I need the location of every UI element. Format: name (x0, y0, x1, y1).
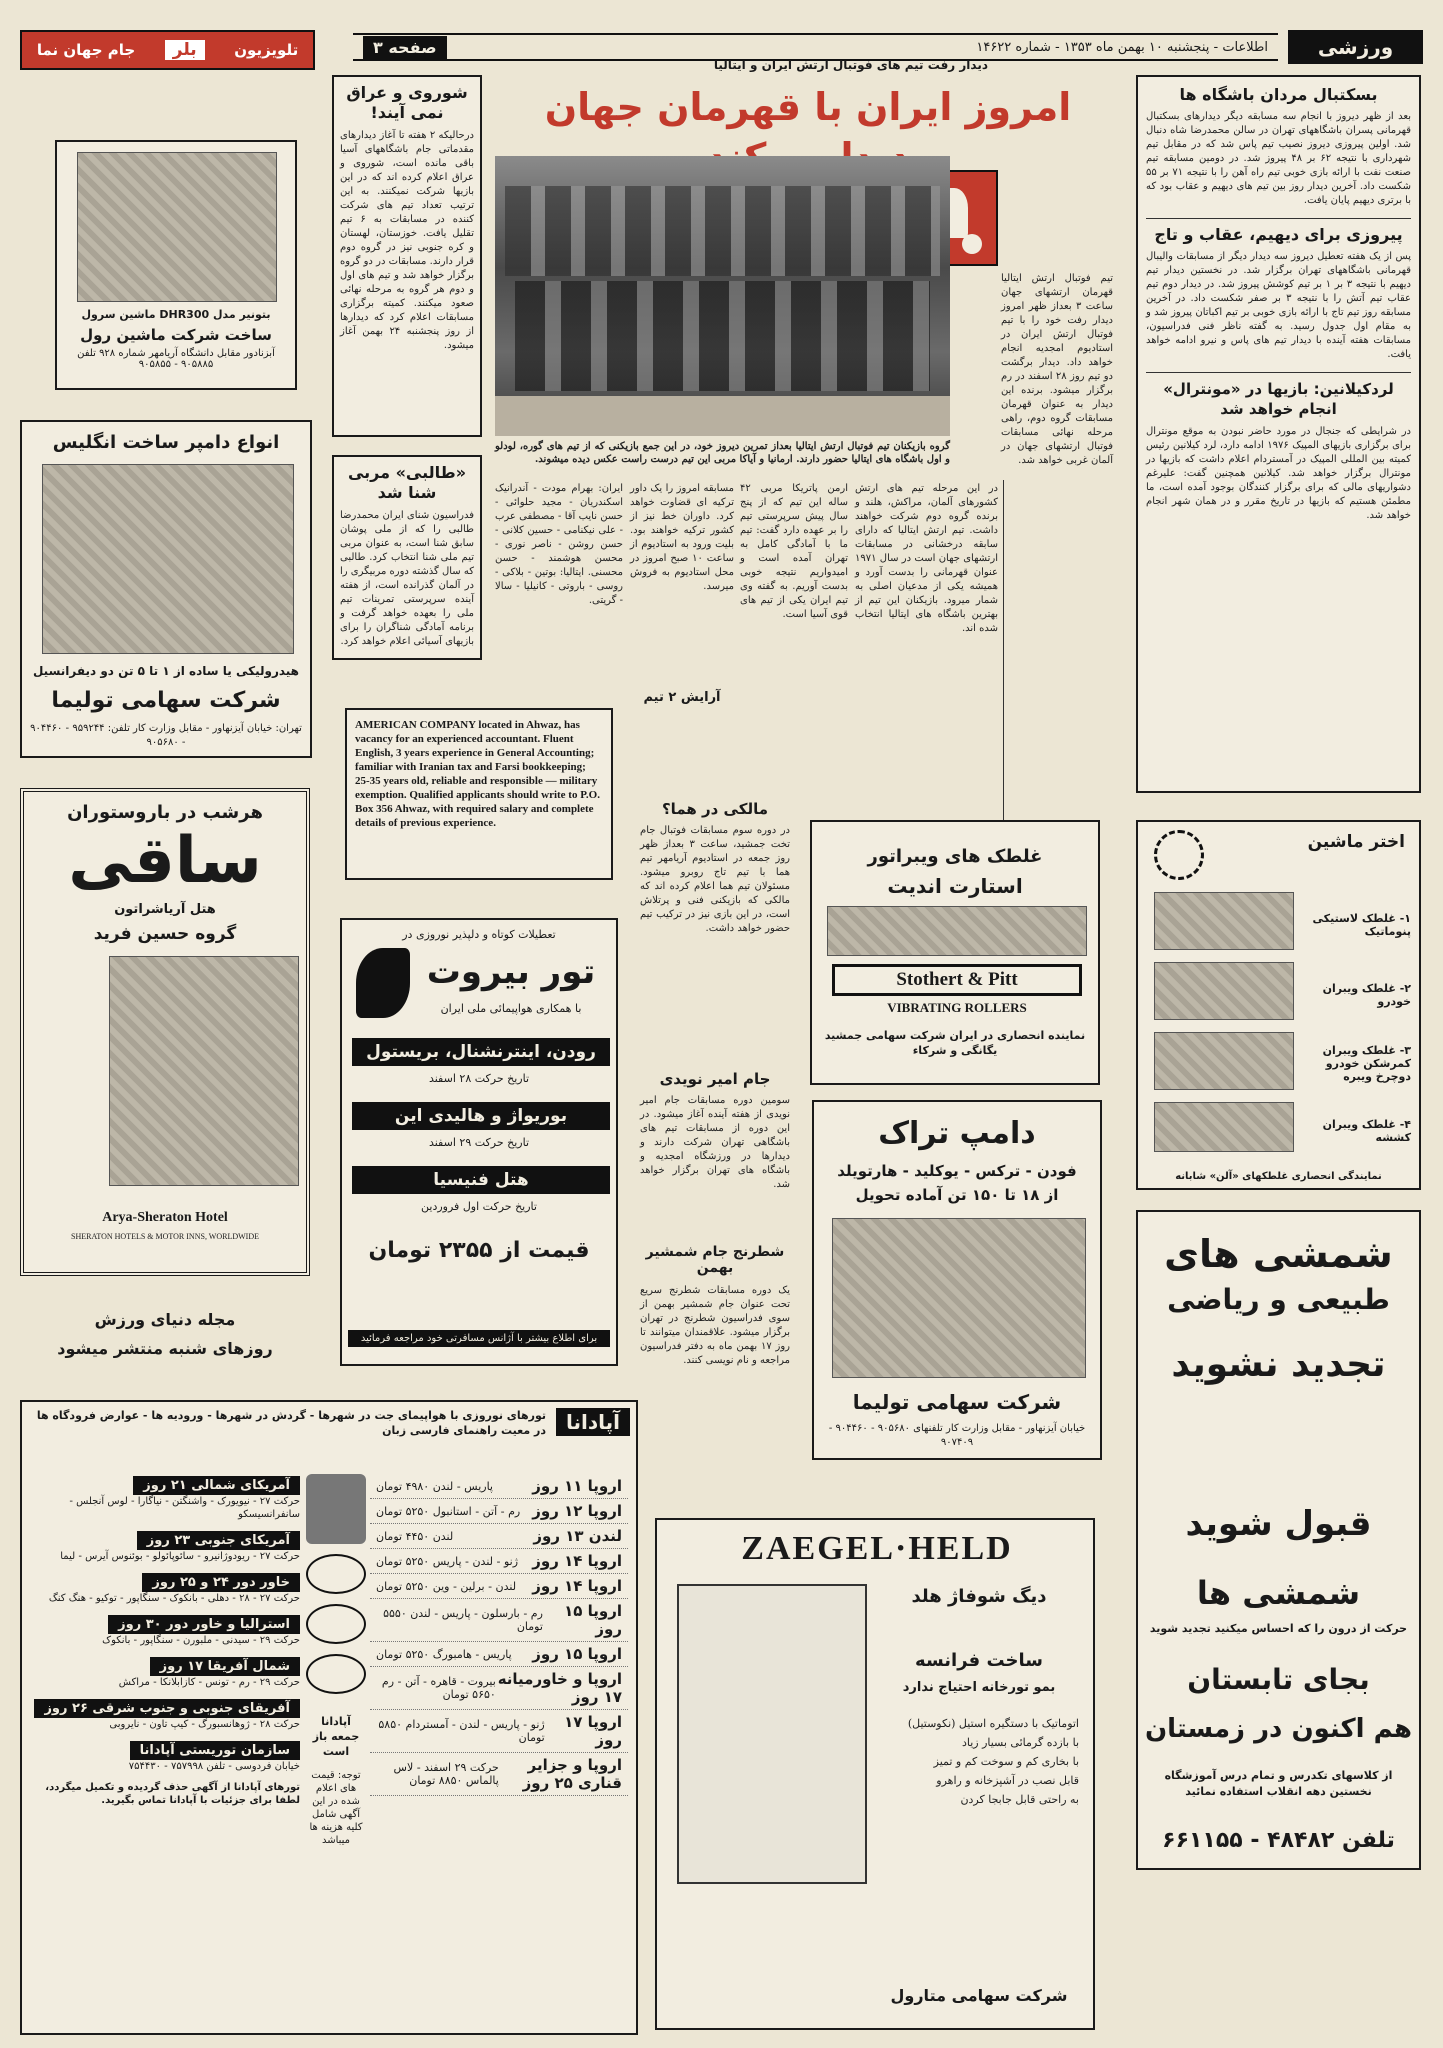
page-number: صفحه ۳ (363, 36, 447, 59)
apadana-right-text: پاریس - لندن ۴۹۸۰ تومان (376, 1479, 493, 1493)
roller-1-image (1154, 892, 1294, 950)
american-company-ad (345, 708, 613, 880)
apadana-left-title: آمریکای شمالی ۲۱ روز (133, 1476, 300, 1495)
dump-truck-image (832, 1218, 1086, 1378)
zaegel-brand: ZAEGEL·HELD (741, 1530, 1013, 1567)
shemshi-ad (1136, 1210, 1421, 1870)
lead-headline: امروز ایران با قهرمان جهان (544, 85, 1072, 129)
tali-title: «طالبی» مربی شنا شد (347, 463, 467, 502)
roller-3-image (1154, 1032, 1294, 1090)
zaegel-point-2: با بازده گرمائی بسیار زیاد (961, 1736, 1079, 1749)
basketball-body: بعد از ظهر دیروز با انجام سه مسابقه دیگر دیدارهای بسکتبال قهرمانی پسران باشگاههای تهران در سالن محمدرضا شاه دنبال شد. اولین پیروزی دیروز نصیب تیم پاس شد که در مقابل تیم شهرداری با نتیجه ۶۲ بر ۴۸ پیروز شد. در دومین مسابقه تیم صنعت نفت با ارائه بازی خوبی تیم راه آهن را با نتیجه ۷۱ بر ۵۵ شکست داد. آخرین دیدار روز بین تیم های دیهیم و عقاب بود که با برتری دیهیم پایان یافت. (1146, 111, 1411, 206)
saghi-top: هرشب در باروستوران (67, 802, 263, 823)
section-label: ورزشی (1317, 35, 1394, 59)
apadana-right-item (370, 1642, 628, 1667)
apadana-right-item (370, 1667, 628, 1710)
shemshi-7: بجای تابستان (1187, 1663, 1370, 1696)
basketball-title: بسکتبال مردان باشگاه ها (1179, 85, 1378, 104)
mixer-model: بتونیر مدل DHR300 ماشین سرول (81, 308, 271, 321)
apadana-right-title: لندن ۱۳ روز (533, 1527, 622, 1545)
apadana-right-title: اروپا ۱۵ روز (532, 1645, 622, 1663)
iata-logo-icon (306, 1554, 366, 1594)
apadana-left-text: خیابان فردوسی - تلفن ۷۵۷۹۹۸ - ۷۵۴۴۳۰ (128, 1761, 300, 1772)
killanin-body: در شرایطی که جنجال در مورد حاضر نبودن به موقع مونترال برای برگزاری بازیهای المپیک ۱۹۷۶ ادامه دارد، لرد کیلانین رئیس کمیته بین المللی المپیک در آمستردام اعلام داشت که بازیها در مونترال برگزار خواهد شد. کیلانین همچنین گفت: علیرغم دشواریهای مالی که برای برگزار کنندگان بوجود آمده است، ما مطمئن هستیم که بازیها در تاریخ مقرر و در همان شهر انجام خواهد شد. (1146, 426, 1412, 521)
akhtar-title: اختر ماشین (1307, 832, 1405, 852)
apadana-right-item (370, 1710, 628, 1753)
zaegel-company: شرکت سهامی متارول (890, 1986, 1068, 2005)
apadana-right-item (370, 1524, 628, 1549)
apadana-right-item (370, 1549, 628, 1574)
apadana-right-title: اروپا ۱۲ روز (532, 1502, 622, 1520)
apadana-right-title: اروپا و جزایر قناری ۲۵ روز (522, 1756, 622, 1792)
apadana-left-text: حرکت ۲۸ - ژوهانسبورگ - کیپ تاون - نایروبی (109, 1719, 300, 1730)
mixer-maker: ساخت شرکت ماشین رول (80, 326, 272, 344)
akhtar-foot: نمایندگی انحصاری غلطکهای «آلن» شابانه (1175, 1171, 1382, 1182)
apadana-title: آپادانا (556, 1408, 630, 1436)
ground (495, 396, 950, 436)
divider (1003, 480, 1004, 840)
gear-logo-icon (1154, 830, 1204, 880)
apadana-left-item (30, 1613, 300, 1647)
tv-brand: بلر (165, 40, 205, 60)
lead-col-c2: ایران: بهرام مودت - آندرانیک اسکندریان - مجید حلوائی - حسن نایب آقا - مصطفی عرب - علی نیکنامی - حسین کلانی - حسن روشن - ناصر نوری - محسن هوشمند - حسن محسنی. ایتالیا: بوتین - بلاکی - روسی - باروتی - کانیلیا - سالا - گریتی. (495, 483, 623, 606)
tour-brand: تور بیروت (426, 952, 596, 992)
zaegel-point-1: اتوماتیک با دستگیره استیل (نکوستیل) (907, 1717, 1079, 1730)
stothert-title: غلطک های ویبراتور (867, 846, 1043, 867)
apadana-left-title: شمال آفریقا ۱۷ روز (150, 1657, 300, 1676)
apadana-right-text: رم - بارسلون - پاریس - لندن ۵۵۵۰ تومان (383, 1607, 543, 1633)
roller-4-image (1154, 1102, 1294, 1152)
team-front-row (515, 281, 930, 391)
asta-logo-icon (306, 1604, 366, 1644)
apadana-side2: توجه: قیمت های اعلام شده در این آگهی شامل کلیه هزینه ها میباشد (309, 1770, 363, 1846)
magazine-ad (20, 1300, 310, 1380)
photo-caption: گروه بازیکنان تیم فوتبال ارتش ایتالیا بعداز تمرین دیروز خود، در این جمع بازیکنی که از تیم های گوره، لودلو و اول باشگاه های ایتالیا حضور دارند. ارمانیا و آیاکا مربی این تیم درست راست عکس دیده میشوند. (495, 441, 950, 465)
zaegel-ad (655, 1518, 1095, 2030)
apadana-left-text: حرکت ۲۹ - سیدنی - ملبورن - سنگاپور - بانکوک (102, 1635, 300, 1646)
apadana-right-title: اروپا و خاورمیانه ۱۷ روز (497, 1670, 622, 1706)
right-articles-box (1136, 75, 1421, 793)
apadana-left-text: حرکت ۲۷ - ریودوژانیرو - سائوپائولو - بوئنوس آیرس - لیما (60, 1551, 300, 1562)
akhtar-item-1: ۱- غلطک لاستیکی پنوماتیک (1312, 912, 1411, 938)
shemshi-4: قبول شوید (1185, 1504, 1372, 1544)
apadana-right-title: اروپا ۱۴ روز (532, 1552, 622, 1570)
lead-col-b: ارمن پاتریکا مربی ۴۲ ساله این تیم که از پنج سال پیش سرپرستی تیم را بر عهده دارد گفت: تیم ما با آمادگی کامل به تهران آمده است و امیدواریم نتیجه خوبی بدست آوریم. به گفته وی تیم ایران یکی از تیم های قوی آسیا است. (740, 483, 848, 620)
shemshi-9: از کلاسهای تکدرس و تمام درس آموزشگاه نخستین دهه انقلاب استفاده نمائید (1164, 1769, 1393, 1798)
tour-r2-date: تاریخ حرکت ۲۹ اسفند (428, 1136, 530, 1149)
masthead-info-bar (353, 33, 1278, 61)
dumper-title: انواع دامپر ساخت انگلیس (52, 432, 280, 453)
tour-top: تعطیلات کوتاه و دلپذیر نوروزی در (402, 928, 556, 941)
truck-address: خیابان آیزنهاور - مقابل وزارت کار تلفنهای ۹۰۵۶۸۰ - ۹۰۴۴۶۰ - ۹۰۷۴۰۹ (828, 1423, 1086, 1448)
apadana-left-item (30, 1739, 300, 1773)
section-label-box (1288, 30, 1423, 64)
tour-r3-name: هتل فنیسیا (433, 1170, 529, 1190)
apadana-right-title: اروپا ۱۵ روز (564, 1602, 622, 1638)
truck-sub: فودن - ترکس - یوکلید - هارتویلد (837, 1162, 1077, 1180)
apadana-right-item (370, 1753, 628, 1796)
lead-intro: تیم فوتبال ارتش ایتالیا قهرمان ارتشهای جهان ساعت ۳ بعداز ظهر امروز دیدار رفت خود را با تیم فوتبال ارتش ایران در استادیوم امجدیه انجام خواهد داد. دیدار برگشت دو تیم روز ۲۸ اسفند در رم برگزار میشود. برنده این دیدار به عنوان قهرمان مسابقات گروه دوم، راهی مرحله نهائی مسابقات فوتبال ارتشهای جهان در آلمان غربی خواهد شد. (1001, 273, 1114, 466)
apadana-logos (306, 1474, 366, 1847)
akhtar-item-3: ۳- غلطک ویبران کمرشکن خودرو دوچرخ ویبره (1322, 1044, 1411, 1083)
shemshi-8: هم اکنون در زمستان (1144, 1714, 1413, 1744)
saghi-foot2: SHERATON HOTELS & MOTOR INNS, WORLDWIDE (71, 1232, 259, 1241)
dumper-company: شرکت سهامی تولیما (51, 688, 281, 713)
saghi-hotel: هتل آریاشراتون (114, 902, 216, 917)
team-back-row (505, 186, 940, 276)
tour-r1 (352, 1038, 610, 1066)
apadana-left-title: سازمان توریستی آپادانا (130, 1741, 300, 1760)
tv-label: تلویزیون (234, 41, 299, 59)
apadana-right-item (370, 1499, 628, 1524)
dumper-ad (20, 420, 312, 758)
whose-body: در دوره سوم مسابقات فوتبال جام تخت جمشید، ساعت ۳ بعداز ظهر روز جمعه در استادیوم آریامهر تیم هما با تیم تاج روبرو میشود. مسئولان تیم هما اعلام کرده اند که مالکی که بازیکنی فنی و پرتلاش است، در این بازی نیز در ترکیب تیم حضور خواهد داشت. (640, 825, 790, 934)
apadana-left-text: حرکت ۲۹ - رم - تونس - کازابلانکا - مراکش (118, 1677, 300, 1688)
apadana-right-list (370, 1474, 628, 1796)
apadana-right-text: ژنو - لندن - پاریس ۵۲۵۰ تومان (376, 1554, 519, 1568)
zaegel-slogan: بمو تورخانه احتیاج ندارد (902, 1680, 1056, 1695)
concrete-mixer-image (77, 152, 277, 302)
soviet-title: شوروی و عراق نمی آیند! (346, 83, 468, 122)
lineup-title: آرایش ۲ تیم (643, 690, 721, 705)
dumper-address: تهران: خیابان آیزنهاور - مقابل وزارت کار تلفن: ۹۵۹۲۴۴ - ۹۰۴۴۶۰ - ۹۰۵۶۸۰ (30, 723, 302, 748)
shemshi-phone: تلفن ۴۸۴۸۲ - ۶۶۱۱۵۵ (1162, 1828, 1395, 1853)
tour-note: برای اطلاع بیشتر با آژانس مسافرتی خود مراجعه فرمائید (348, 1330, 610, 1347)
zaegel-fa: دیگ شوفاژ هلد (911, 1586, 1047, 1607)
stothert-ad (810, 820, 1100, 1085)
saghi-ad (20, 788, 310, 1276)
dumptruck-ad (812, 1100, 1102, 1460)
roller-image (827, 906, 1087, 956)
apadana-ad (20, 1400, 638, 2035)
apadana-left-title: آفریقای جنوبی و جنوب شرقی ۲۶ روز (34, 1699, 300, 1718)
lead-col-c: مسابقه امروز را یک داور ترکیه ای قضاوت خواهد کرد. داوران خط نیز از کشور ترکیه خواهند بود. بلیت ورود به استادیوم از ساعت ۱۰ صبح امروز در محل استادیوم به فروش میرسد. (630, 483, 735, 592)
stothert-brand2: VIBRATING ROLLERS (887, 1000, 1027, 1015)
truck-company: شرکت سهامی تولیما (852, 1390, 1062, 1414)
lead-col-a: در این مرحله تیم های ارتش کشورهای آلمان، مراکش، هلند و برنده گروه دوم شرکت خواهند داشت. تیم ارتش ایتالیا که دارای سابقه درخشانی در مسابقات ارتشهای جهان است در سال ۱۹۷۱ عنوان قهرمانی را بدست آورد و همیشه یکی از مدعیان اصلی به شمار میرود. بازیکنان این تیم از بهترین باشگاه های ایتالیا انتخاب شده اند. (855, 483, 998, 634)
akhtar-ad (1136, 820, 1421, 1190)
truck-title: دامپ تراک (878, 1116, 1036, 1151)
apadana-right-text: لندن ۴۴۵۰ تومان (376, 1529, 454, 1543)
magazine-sub: روزهای شنبه منتشر میشود (57, 1339, 273, 1358)
apadana-left-title: استرالیا و خاور دور ۳۰ روز (108, 1615, 300, 1634)
stothert-brand: Stothert & Pitt (832, 964, 1082, 996)
tali-body: فدراسیون شنای ایران محمدرضا طالبی را که از ملی پوشان سابق شنا است، به عنوان مربی تیم ملی شنا انتخاب کرد. طالبی که سال گذشته دوره مربیگری را در آلمان گذرانده است، از هفته آینده سرپرستی تمرینات تیم ملی را بعهده خواهد گرفت و برنامه آمادگی شناگران را برای بازیهای آسیائی اعلام خواهد کرد. (340, 510, 474, 647)
amir-title: جام امیر نویدی (659, 1070, 771, 1088)
american-text: AMERICAN COMPANY located in Ahwaz, has vacancy for an experienced accountant. Fluent English, 3 years experience in General Accounting; familiar with Iranian tax and Farsi bookkeeping; 25-35 years old, reliable and responsible — military exemption. Qualified applicants should write to P.O. Box 356 Ahwaz, with required salary and complete details of previous experience. (355, 719, 600, 829)
shemshi-1: شمشی های (1164, 1232, 1393, 1276)
chess-title: شطرنج جام شمشیر بهمن (645, 1244, 785, 1276)
saghi-foot: Arya-Sheraton Hotel (102, 1210, 228, 1225)
apadana-foot: تورهای آپادانا از آگهی حذف گردیده و تکمیل میگردد، لطفا برای جزئیات با آپادانا تماس بگیرید. (45, 1782, 300, 1806)
zaegel-points (879, 1716, 1079, 1811)
apadana-right-title: اروپا ۱۱ روز (532, 1477, 622, 1495)
tour-r3 (352, 1166, 610, 1194)
tv-slogan: جام جهان نما (36, 41, 136, 59)
lead-kicker: دیدار رفت تیم های فوتبال ارتش ایران و ایتالیا (713, 58, 988, 72)
truck-sub2: از ۱۸ تا ۱۵۰ تن آماده تحویل (855, 1186, 1059, 1204)
roller-2-image (1154, 962, 1294, 1020)
tour-r1-date: تاریخ حرکت ۲۸ اسفند (428, 1072, 530, 1085)
tour-r3-date: تاریخ حرکت اول فروردین (421, 1200, 537, 1213)
boiler-image (677, 1584, 867, 1884)
volley-body: پس از یک هفته تعطیل دیروز سه دیدار دیگر از مسابقات والیبال قهرمانی باشگاههای تهران برگزار شد. در نخستین دیدار تیم دیهیم با نتیجه ۳ بر ۱ بر تیم کوشش پیروز شد. در دیدار دوم تیم عقاب تیم آتش را با نتیجه ۳ بر صفر شکست داد. در آخرین مسابقه روز تیم تاج با ارائه بازی خوبی بر تیم اکباتان پیروز شد و به مقام اول جدول رسید. به گفته ناظر فنی فدراسیون، مسابقات هفته آینده با دیدار تیم های پاس و نیرو ادامه خواهد یافت. (1146, 251, 1411, 360)
volley-title: پیروزی برای دیهیم، عقاب و تاج (1146, 218, 1411, 244)
apadana-right-item (370, 1574, 628, 1599)
apadana-left-item (30, 1655, 300, 1689)
ball-icon (962, 234, 982, 254)
shemshi-2: طبیعی و ریاضی (1167, 1283, 1390, 1316)
apadana-right-text: حرکت ۲۹ اسفند - لاس پالماس ۸۸۵۰ تومان (393, 1761, 499, 1787)
zaegel-point-3: با بخاری کم و سوخت کم و تمیز (933, 1755, 1079, 1768)
apadana-right-title: اروپا ۱۷ روز (564, 1713, 622, 1749)
chess-body: یک دوره مسابقات شطرنج سریع تحت عنوان جام شمشیر بهمن از سوی فدراسیون شطرنج در تهران برگزار میشود. علاقمندان میتوانند تا روز ۱۷ بهمن ماه به دفتر فدراسیون مراجعه و نام نویسی کنند. (640, 1285, 791, 1366)
mixer-ad (55, 140, 297, 390)
magazine-title: مجله دنیای ورزش (94, 1310, 236, 1329)
apadana-header (28, 1408, 630, 1438)
apadana-right-text: رم - آتن - استانبول ۵۲۵۰ تومان (376, 1504, 521, 1518)
apadana-intro: تورهای نوروزی با هواپیمای جت در شهرها - گردش در شهرها - ورودیه ها - عوارض فرودگاه ها در معیت راهنمای فارسی زبان (36, 1409, 546, 1437)
team-photo (495, 156, 950, 436)
dumper-sub: هیدرولیکی یا ساده از ۱ تا ۵ تن دو دیفرانسیل (32, 664, 300, 678)
tv-banner (20, 30, 315, 70)
seal-logo-icon (306, 1654, 366, 1694)
dancer-illustration (109, 956, 299, 1186)
whose-title: مالکی در هما؟ (661, 800, 769, 818)
soviet-body: درحالیکه ۲ هفته تا آغاز دیدارهای مقدماتی جام باشگاههای آسیا باقی مانده است، شوروی و عراق اعلام کرده اند که در این بازیها شرکت نمیکنند. به این ترتیب تعداد تیم های شرکت کننده در مسابقات به ۶ تیم تقلیل یافت. خوزستان، لهستان و کره جنوبی نیز در گروه دوم قرار دارند. مسابقات در دو گروه برگزار خواهد شد و تیم های اول و دوم هر گروه به مرحله نهائی صعود میکنند. کمیته برگزاری مسابقات اعلام کرد که دیدارها از روز پنجشنبه ۲۴ بهمن آغاز میشود. (340, 130, 474, 351)
akhtar-item-4: ۴- غلطک ویبران کششه (1322, 1118, 1411, 1144)
apadana-left-text: حرکت ۲۷ - ۲۸ - دهلی - بانکوک - سنگاپور - توکیو - هنگ کنگ (48, 1593, 300, 1604)
zaegel-point-5: به راحتی قابل جابجا کردن (960, 1793, 1079, 1806)
mixer-address: آبزنادور مقابل دانشگاه آریامهر شماره ۹۲۸ تلفن ۹۰۵۸۸۵ - ۹۰۵۸۵۵ (77, 348, 275, 370)
tour-r2-name: بوریواژ و هالیدی این (394, 1106, 568, 1126)
apadana-left-title: خاور دور ۲۴ و ۲۵ روز (142, 1573, 300, 1592)
soviet-article (332, 75, 482, 437)
shemshi-3: تجدید نشوید (1171, 1344, 1386, 1385)
apadana-left-list (30, 1474, 300, 1807)
shemshi-5: شمشی ها (1196, 1574, 1361, 1612)
tour-ad (340, 918, 618, 1366)
apadana-right-item (370, 1599, 628, 1642)
zaegel-made: ساخت فرانسه (915, 1650, 1043, 1671)
saghi-show: گروه حسین فرید (93, 924, 237, 944)
apadana-right-text: لندن - برلین - وین ۵۲۵۰ تومان (376, 1579, 517, 1593)
tour-with: با همکاری هواپیمائی ملی ایران (440, 1002, 582, 1015)
tour-r2 (352, 1102, 610, 1130)
saghi-name: ساقی (68, 824, 262, 898)
issue-info: اطلاعات - پنجشنبه ۱۰ بهمن ماه ۱۳۵۳ - شماره ۱۴۶۲۲ (976, 39, 1268, 55)
amir-body: سومین دوره مسابقات جام امیر نویدی از هفته آینده آغاز میشود. در این دوره از مسابقات تیم های باشگاهی تهران شرکت دارند و دیدارها در ورزشگاه امجدیه و باشگاه های تهران برگزار خواهد شد. (640, 1095, 790, 1190)
apadana-right-item (370, 1474, 628, 1499)
dumper-image (42, 464, 294, 654)
stothert-sub: استارت اندیت (887, 874, 1023, 898)
apadana-left-text: حرکت ۲۷ - نیویورک - واشنگتن - نیاگارا - لوس آنجلس - سانفرانسیسکو (69, 1496, 300, 1520)
column-logo-icon (306, 1474, 366, 1544)
killanin-title: لردکیلانین: بازیها در «مونترال» انجام خواهد شد (1146, 372, 1411, 419)
apadana-right-text: پاریس - هامبورگ ۵۲۵۰ تومان (376, 1647, 512, 1661)
apadana-right-title: اروپا ۱۴ روز (532, 1577, 622, 1595)
apadana-left-item (30, 1697, 300, 1731)
tali-article (332, 455, 482, 660)
apadana-left-title: آمریکای جنوبی ۲۳ روز (137, 1531, 300, 1550)
stothert-agent: نماینده انحصاری در ایران شرکت سهامی جمشید یگانگی و شرکاء (824, 1029, 1086, 1057)
zaegel-point-4: قابل نصب در آشپزخانه و راهرو (936, 1774, 1079, 1787)
apadana-side: آپادانا جمعه باز است (312, 1715, 360, 1758)
apadana-left-item (30, 1571, 300, 1605)
shemshi-6: حرکت از درون را که احساس میکنید تجدید شوید (1149, 1622, 1408, 1635)
akhtar-item-2: ۲- غلطک ویبران خودرو (1322, 982, 1411, 1008)
tour-price: قیمت از ۲۳۵۵ تومان (368, 1238, 590, 1263)
tour-r1-name: رودن، اینترنشنال، بریستول (366, 1042, 596, 1062)
bird-logo-icon (356, 948, 410, 1018)
apadana-right-text: بیروت - قاهره - آتن - رم ۵۶۵۰ تومان (381, 1675, 496, 1701)
apadana-left-item (30, 1474, 300, 1521)
apadana-left-item (30, 1529, 300, 1563)
apadana-right-text: ژنو - پاریس - لندن - آمستردام ۵۸۵۰ تومان (378, 1718, 545, 1744)
